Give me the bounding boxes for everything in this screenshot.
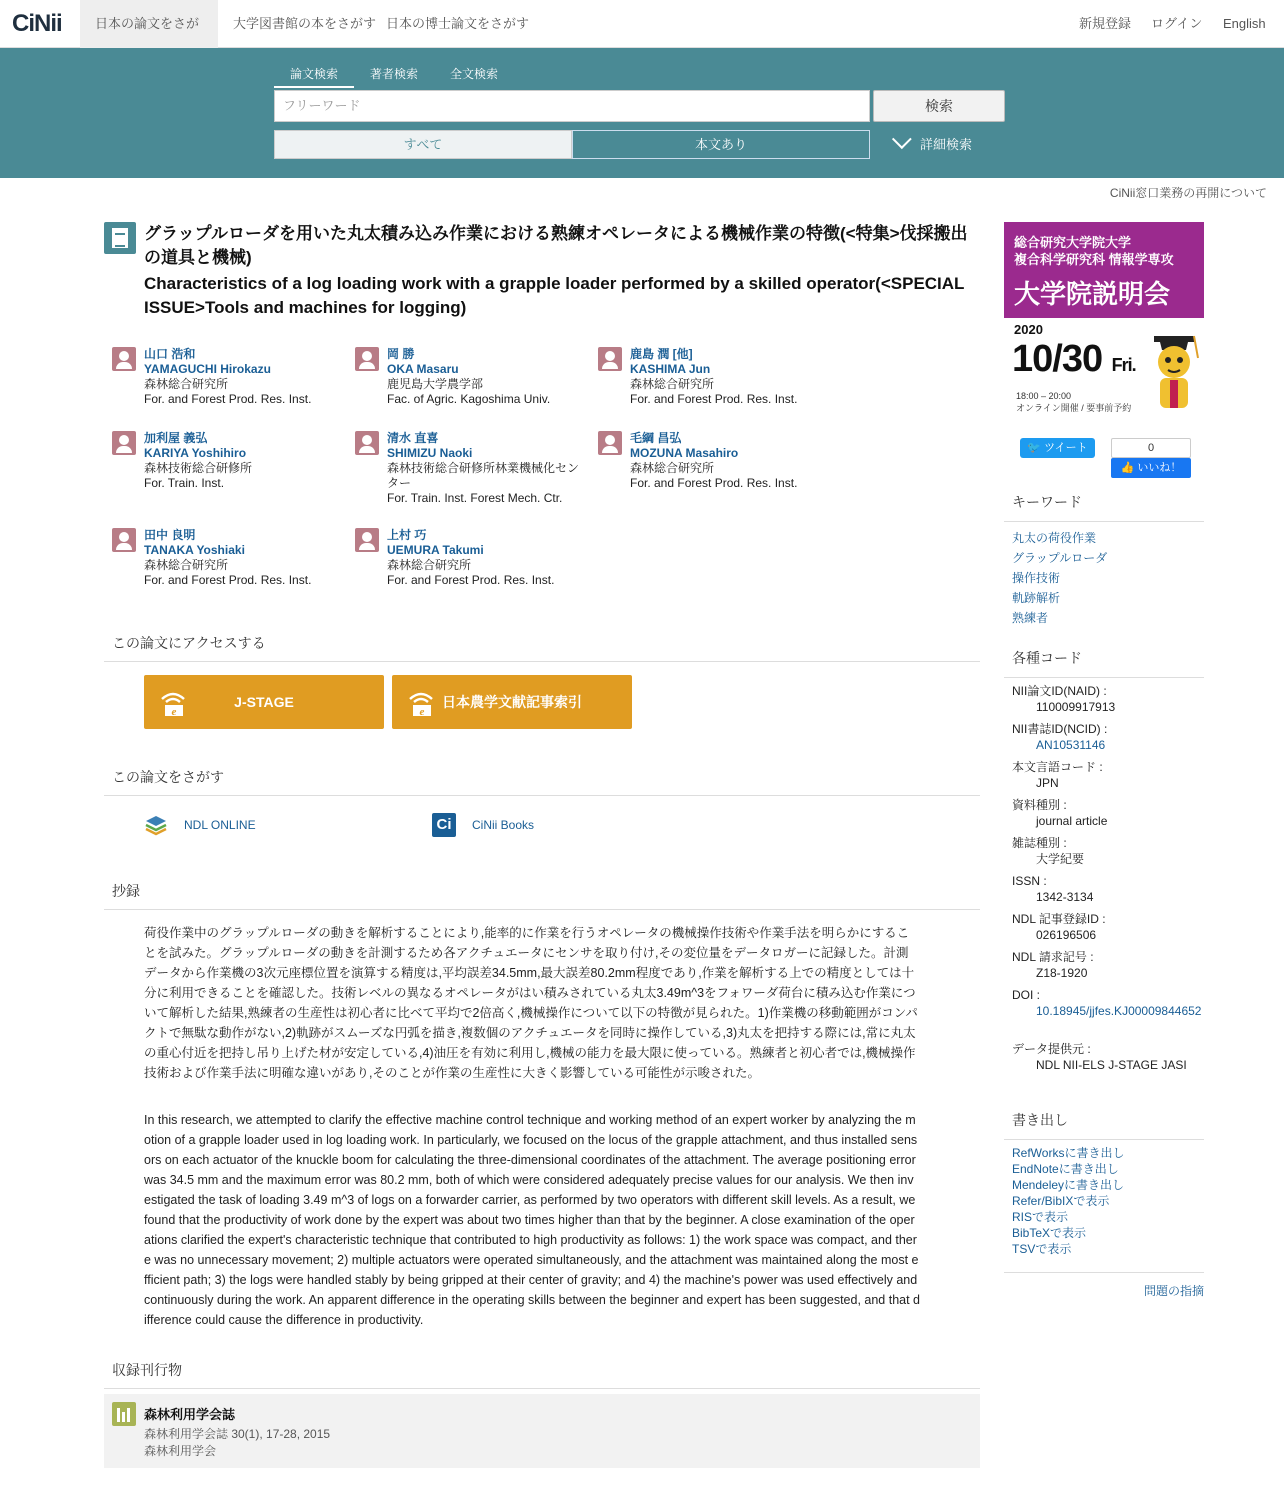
code-label: NII論文ID(NAID) : bbox=[1012, 684, 1107, 698]
code-label: データ提供元 : bbox=[1012, 1042, 1091, 1056]
doi-link[interactable]: 10.18945/jjfes.KJ00009844652 bbox=[1036, 1004, 1202, 1018]
code-ndl-id bbox=[1012, 911, 1202, 943]
author-affiliation-en: For. and Forest Prod. Res. Inst. bbox=[144, 573, 312, 587]
jstage-button[interactable] bbox=[144, 675, 384, 729]
author-name-ja[interactable]: 加利屋 義弘 bbox=[144, 431, 208, 445]
author-card bbox=[630, 431, 860, 491]
keyword-link[interactable]: 軌跡解析 bbox=[1012, 591, 1061, 605]
author-avatar-icon bbox=[598, 347, 622, 371]
chevron-down-icon bbox=[892, 129, 912, 149]
author-name-ja[interactable]: 清水 直喜 bbox=[387, 431, 439, 445]
document-icon bbox=[104, 222, 136, 254]
code-label: ISSN : bbox=[1012, 874, 1047, 888]
author-affiliation-ja: 鹿児島大学農学部 bbox=[387, 377, 484, 391]
code-data-source bbox=[1012, 1041, 1202, 1073]
svg-text:e: e bbox=[419, 706, 425, 717]
like-count: 0 bbox=[1111, 438, 1191, 458]
code-doi bbox=[1012, 987, 1202, 1019]
notice-link[interactable]: CiNii窓口業務の再開について bbox=[1109, 186, 1267, 200]
code-value: NDL NII-ELS J-STAGE JASI bbox=[1036, 1058, 1187, 1072]
keyword-link[interactable]: グラップルローダ bbox=[1012, 551, 1108, 565]
filter-fulltext[interactable]: 本文あり bbox=[572, 130, 870, 159]
author-name-ja[interactable]: 岡 勝 bbox=[387, 347, 415, 361]
author-affiliation-ja: 森林総合研究所 bbox=[144, 377, 229, 391]
author-affiliation-ja: 森林総合研究所 bbox=[144, 558, 229, 572]
author-card bbox=[144, 347, 374, 407]
code-value: 110009917913 bbox=[1036, 700, 1116, 714]
author-name-en[interactable]: UEMURA Takumi bbox=[387, 543, 484, 557]
keyword-link[interactable]: 熟練者 bbox=[1012, 611, 1049, 625]
search-button[interactable]: 検索 bbox=[873, 90, 1005, 122]
nav-tab-dissertations[interactable]: 日本の博士論文をさがす bbox=[386, 16, 530, 31]
code-label: 資料種別 : bbox=[1012, 798, 1067, 812]
ad-date: 10/30 bbox=[1012, 338, 1103, 380]
abstract-english: In this research, we attempted to clarify the effective machine control technique and working method of an expert worker by analyzing the motion of a grapple loader used in log loading work. In particularly, we focused on the locus of the grapple attachment, and thus installed sensors on each actuator of the knuckle boom for calculating the three-dimensional coordinates of the attachment. The average positioning error was 34.5 mm and the maximum error was 80.2 mm, both of which were considered adequately precise values for our analysis. We then investigated the task of loading 3.49 m^3 of logs on a forwarder carrier, as performed by two operators with different skill levels. As a result, we found that the productivity of work done by the expert was about two times higher than that by the beginner. A close examination of the operations clarified the expert's characteristic technique that contributed to high productivity as follows: 1) the work space was compact, and there was no unnecessary movement; 2) multiple actuators were operated simultaneously, and the attachment was maintained along the most efficient path; 3) the logs were handled stably by being gripped at their center of gravity; and 4) the machine's power was used effectively and continuously during the work. An apparent difference in the operating skills between the beginner and expert has been suggested, and that difference could cause the difference in productivity. bbox=[144, 1113, 920, 1327]
search-band bbox=[0, 48, 1284, 178]
cinii-logo[interactable]: CiNii bbox=[12, 10, 62, 37]
author-name-en[interactable]: YAMAGUCHI Hirokazu bbox=[144, 362, 271, 376]
author-avatar-icon bbox=[112, 431, 136, 455]
journal-name-link[interactable]: 森林利用学会誌 bbox=[144, 1407, 236, 1422]
ad-day: Fri. bbox=[1111, 355, 1136, 375]
journal-publisher: 森林利用学会 bbox=[144, 1444, 217, 1458]
export-refer-link[interactable]: Refer/BibIXで表示 bbox=[1012, 1194, 1110, 1208]
author-card bbox=[387, 347, 617, 407]
code-label: NDL 請求記号 : bbox=[1012, 950, 1094, 964]
journal-volume: 森林利用学会誌 30(1), 17-28, 2015 bbox=[144, 1427, 331, 1441]
thumbs-up-icon: 👍 bbox=[1120, 462, 1135, 474]
author-name-ja[interactable]: 山口 浩和 bbox=[144, 347, 196, 361]
code-value: JPN bbox=[1036, 776, 1059, 790]
code-value: 026196506 bbox=[1036, 928, 1097, 942]
author-card bbox=[144, 431, 374, 491]
author-name-ja[interactable]: 鹿島 潤 [他] bbox=[630, 347, 693, 361]
ncid-link[interactable]: AN10531146 bbox=[1036, 738, 1106, 752]
export-tsv-link[interactable]: TSVで表示 bbox=[1012, 1242, 1072, 1256]
author-card bbox=[387, 431, 587, 506]
code-journal-type bbox=[1012, 835, 1202, 867]
author-card bbox=[144, 528, 374, 588]
code-label: 本文言語コード : bbox=[1012, 760, 1103, 774]
export-mendeley-link[interactable]: Mendeleyに書き出し bbox=[1012, 1178, 1125, 1192]
author-avatar-icon bbox=[112, 347, 136, 371]
author-affiliation-en: For. Train. Inst. Forest Mech. Ctr. bbox=[387, 491, 563, 505]
author-name-en[interactable]: TANAKA Yoshiaki bbox=[144, 543, 245, 557]
login-link[interactable]: ログイン bbox=[1151, 16, 1203, 31]
abstract-japanese: 荷役作業中のグラップルローダの動きを解析することにより,能率的に作業を行うオペレータの機械操作技術や作業手法を明らかにすることを試みた。グラップルローダの動きを計測するため各アクチュエータにセンサを取り付け,その変位量をデータロガーに記録した。計測データから作業機の3次元座標位置を演算する精度は,平均誤差34.5mm,最大誤差80.2mm程度であり,作業を解析する上での精度としては十分に利用できることを確認した。技術レベルの異なるオペレータがはい積みされている丸太3.49m^3をフォワーダ荷台に積み込む作業について解析した結果,熟練者の生産性は初心者に比べて平均で2倍高く,機械操作について以下の特徴が見られた。1)作業機の移動範囲がコンパクトで無駄な動作がない,2)軌跡がスムーズな円弧を描き,複数個のアクチュエータを同時に操作している,3)丸太を把持する際には,常に丸太の重心付近を把持し吊り上げた材が安定している,4)油圧を有効に利用し,機械の能力を最大限に使っている。熟練者と初心者では,機械操作技術および作業手法に明確な違いがあり,そのことが作業の生産性に大きく影響している可能性が示唆された。 bbox=[144, 926, 918, 1080]
code-value: Z18-1920 bbox=[1036, 966, 1088, 980]
advanced-search-label: 詳細検索 bbox=[920, 137, 973, 152]
author-name-en[interactable]: KARIYA Yoshihiro bbox=[144, 446, 247, 460]
search-input[interactable]: フリーワード bbox=[274, 90, 870, 122]
author-name-en[interactable]: KASHIMA Jun bbox=[630, 362, 711, 376]
filter-all[interactable]: すべて bbox=[274, 130, 572, 159]
author-avatar-icon bbox=[598, 431, 622, 455]
code-ncid bbox=[1012, 721, 1202, 753]
seminar-ad-banner[interactable] bbox=[1004, 222, 1204, 416]
agricola-index-button[interactable] bbox=[392, 675, 632, 729]
ndl-icon bbox=[144, 813, 168, 837]
code-naid bbox=[1012, 683, 1202, 715]
title-japanese: グラップルローダを用いた丸太積み込み作業における熟練オペレータによる機械作業の特徴(<特集>伐採搬出の道具と機械) bbox=[144, 224, 968, 267]
author-card bbox=[387, 528, 617, 588]
export-heading: 書き出し bbox=[1004, 1110, 1204, 1140]
author-affiliation-en: For. and Forest Prod. Res. Inst. bbox=[630, 476, 798, 490]
e-access-icon bbox=[406, 687, 436, 717]
code-value: journal article bbox=[1036, 814, 1108, 828]
author-affiliation-ja: 森林総合研究所 bbox=[630, 461, 715, 475]
cinii-books-icon: Ci bbox=[432, 813, 456, 837]
journal-icon bbox=[112, 1402, 136, 1426]
journal-box bbox=[104, 1394, 980, 1468]
agricola-index-label: 日本農学文献記事索引 bbox=[442, 694, 582, 710]
cinii-books-link[interactable]: CiNii Books bbox=[472, 818, 535, 832]
access-heading: この論文にアクセスする bbox=[104, 633, 980, 662]
like-label: いいね！ bbox=[1137, 462, 1182, 474]
code-value: 1342-3134 bbox=[1036, 890, 1094, 904]
find-heading: この論文をさがす bbox=[104, 767, 980, 796]
code-label: DOI : bbox=[1012, 988, 1041, 1002]
author-name-en[interactable]: MOZUNA Masahiro bbox=[630, 446, 739, 460]
keyword-link[interactable]: 操作技術 bbox=[1012, 571, 1061, 585]
code-ndl-callno bbox=[1012, 949, 1202, 981]
author-avatar-icon bbox=[355, 431, 379, 455]
svg-text:e: e bbox=[171, 706, 177, 717]
author-affiliation-ja: 森林総合研究所 bbox=[387, 558, 472, 572]
nav-tab-articles[interactable]: 日本の論文をさが bbox=[80, 0, 218, 48]
keywords-heading: キーワード bbox=[1004, 492, 1204, 522]
author-avatar-icon bbox=[355, 347, 379, 371]
author-affiliation-en: For. and Forest Prod. Res. Inst. bbox=[630, 392, 798, 406]
sidebar-divider bbox=[1004, 1272, 1204, 1273]
tab-fulltext-search[interactable]: 全文検索 bbox=[450, 67, 499, 81]
english-link[interactable]: English bbox=[1223, 16, 1266, 31]
tab-author-search[interactable]: 著者検索 bbox=[370, 67, 419, 81]
export-ris-link[interactable]: RISで表示 bbox=[1012, 1210, 1069, 1224]
code-type bbox=[1012, 797, 1202, 829]
author-name-en[interactable]: OKA Masaru bbox=[387, 362, 459, 376]
code-issn bbox=[1012, 873, 1202, 905]
code-label: NDL 記事登録ID : bbox=[1012, 912, 1106, 926]
author-affiliation-en: For. and Forest Prod. Res. Inst. bbox=[387, 573, 555, 587]
author-name-ja[interactable]: 田中 良明 bbox=[144, 528, 196, 542]
ad-line1: 総合研究大学院大学 bbox=[1014, 235, 1132, 250]
jstage-label: J-STAGE bbox=[234, 694, 294, 710]
ad-year: 2020 bbox=[1014, 322, 1043, 337]
mascot-icon bbox=[1146, 328, 1202, 414]
author-name-ja[interactable]: 上村 巧 bbox=[387, 528, 427, 542]
code-language bbox=[1012, 759, 1202, 791]
author-avatar-icon bbox=[355, 528, 379, 552]
author-affiliation-ja: 森林技術総合研修所林業機械化センター bbox=[387, 461, 580, 490]
nav-tab-books[interactable]: 大学図書館の本をさがす bbox=[233, 16, 377, 31]
ndl-online-link[interactable]: NDL ONLINE bbox=[184, 818, 256, 832]
report-problem-link[interactable]: 問題の指摘 bbox=[1143, 1284, 1204, 1298]
keyword-link[interactable]: 丸太の荷役作業 bbox=[1012, 531, 1097, 545]
code-label: NII書誌ID(NCID) : bbox=[1012, 722, 1108, 736]
export-refworks-link[interactable]: RefWorksに書き出し bbox=[1012, 1146, 1125, 1160]
codes-heading: 各種コード bbox=[1004, 648, 1204, 678]
author-affiliation-en: Fac. of Agric. Kagoshima Univ. bbox=[387, 392, 551, 406]
code-label: 雑誌種別 : bbox=[1012, 836, 1067, 850]
tweet-label: ツイート bbox=[1044, 442, 1088, 454]
journal-heading: 収録刊行物 bbox=[104, 1360, 980, 1389]
author-avatar-icon bbox=[112, 528, 136, 552]
author-affiliation-en: For. Train. Inst. bbox=[144, 476, 225, 490]
tweet-button[interactable] bbox=[1020, 438, 1095, 458]
ad-title: 大学院説明会 bbox=[1014, 279, 1171, 309]
facebook-like-widget[interactable] bbox=[1111, 438, 1191, 478]
like-button[interactable] bbox=[1111, 458, 1191, 478]
author-name-ja[interactable]: 毛綱 昌弘 bbox=[630, 431, 682, 445]
abstract-heading: 抄録 bbox=[104, 881, 980, 910]
export-endnote-link[interactable]: EndNoteに書き出し bbox=[1012, 1162, 1119, 1176]
title-english: Characteristics of a log loading work with a grapple loader performed by a skilled operator(<SPECIAL ISSUE>Tools and machines for logging) bbox=[144, 274, 965, 317]
e-access-icon bbox=[158, 687, 188, 717]
author-affiliation-ja: 森林総合研究所 bbox=[630, 377, 715, 391]
author-affiliation-ja: 森林技術総合研修所 bbox=[144, 461, 253, 475]
tab-article-search[interactable]: 論文検索 bbox=[274, 65, 354, 88]
code-value: 大学紀要 bbox=[1036, 852, 1085, 866]
author-name-en[interactable]: SHIMIZU Naoki bbox=[387, 446, 473, 460]
author-card bbox=[630, 347, 860, 407]
ad-time: 18:00 – 20:00 bbox=[1016, 391, 1072, 401]
register-link[interactable]: 新規登録 bbox=[1079, 16, 1132, 31]
ad-line2: 複合科学研究科 情報学専攻 bbox=[1014, 252, 1174, 267]
advanced-search-toggle[interactable] bbox=[892, 130, 972, 159]
twitter-icon: 🐦 bbox=[1027, 442, 1042, 454]
author-affiliation-en: For. and Forest Prod. Res. Inst. bbox=[144, 392, 312, 406]
top-nav bbox=[0, 0, 1284, 48]
ad-note: オンライン開催 / 要事前予約 bbox=[1016, 403, 1132, 413]
export-bibtex-link[interactable]: BibTeXで表示 bbox=[1012, 1226, 1087, 1240]
